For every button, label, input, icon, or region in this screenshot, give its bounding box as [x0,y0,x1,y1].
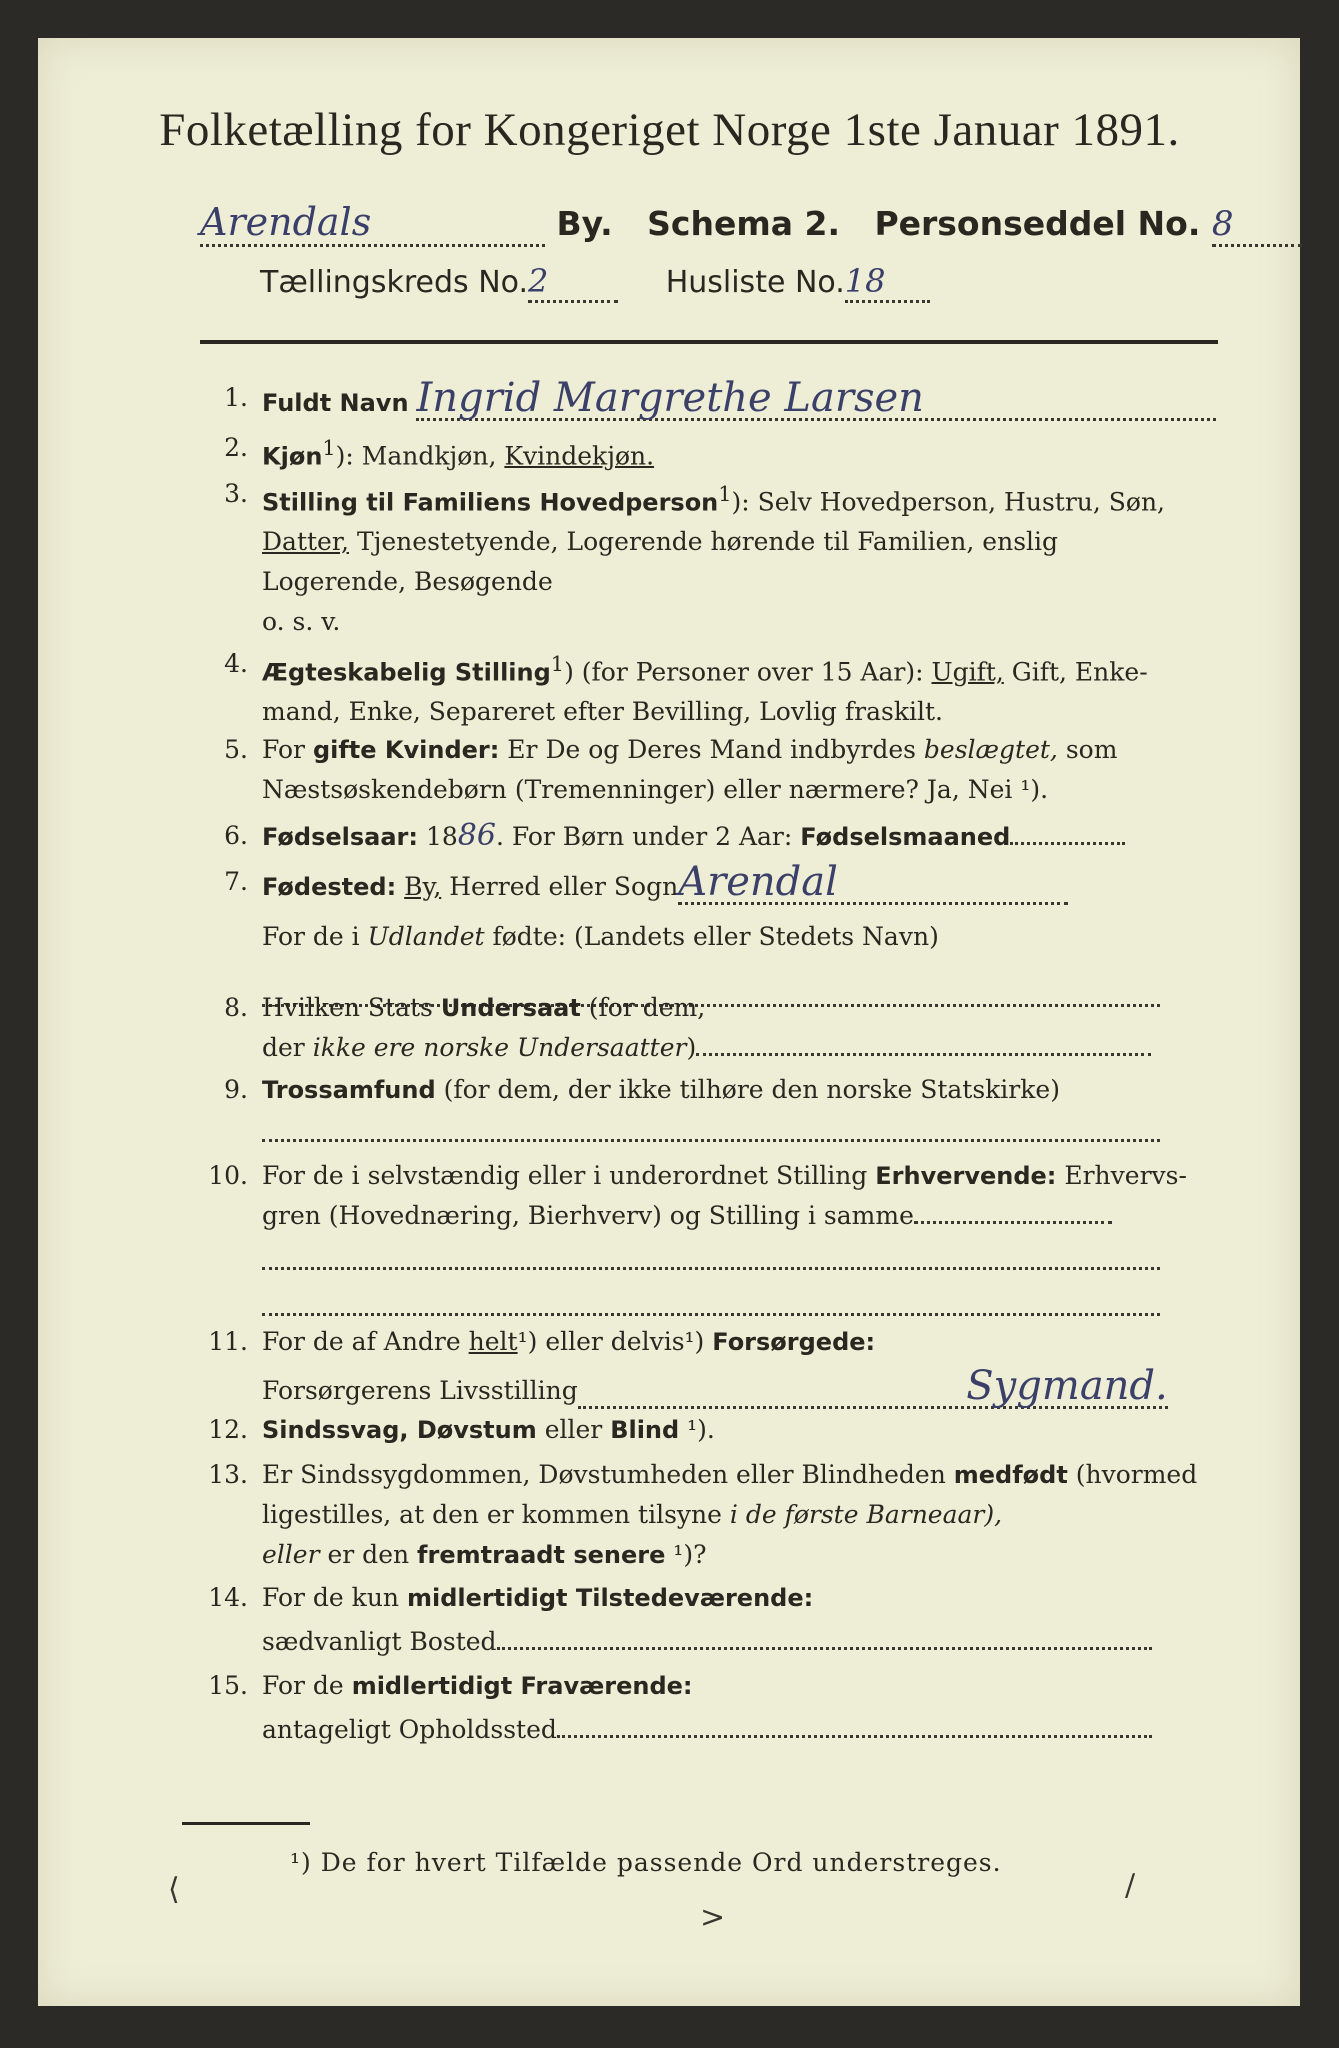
birthplace-selected: By, [404,872,442,901]
birth-year-value: 86 [457,818,496,853]
provider-occupation-value: Sygmand. [578,1366,1168,1409]
marital-selected: Ugift, [931,657,1004,687]
personseddel-number: 8 [1212,204,1302,247]
form-title: Folketælling for Kongeriget Norge 1ste Januar 1891. [159,104,1180,156]
birthplace-value: Arendal [678,862,1068,905]
schema-label: Schema 2. [647,204,840,243]
personseddel-label: Personseddel No. [874,204,1201,243]
kreds-number: 2 [528,262,618,303]
sex-selected: Kvindekjøn. [504,441,655,471]
footnote: ¹) De for hvert Tilfælde passende Ord understreges. [290,1848,1002,1877]
header-line-kreds [260,262,930,303]
full-name-value: Ingrid Margrethe Larsen [416,378,1216,421]
by-label: By. [556,204,613,243]
corner-mark-right: / [1125,1868,1136,1903]
family-position-selected: Datter, [262,527,349,557]
corner-mark-left: ⟨ [168,1872,180,1907]
bottom-mark: > [700,1900,726,1935]
footnote-rule [182,1822,310,1825]
kreds-label: Tællingskreds No. [260,265,528,300]
husliste-label: Husliste No. [665,265,845,300]
husliste-number: 18 [845,262,930,303]
header-line-personseddel [200,200,1302,247]
city-field: Arendals [200,200,545,247]
header-rule [200,340,1218,344]
